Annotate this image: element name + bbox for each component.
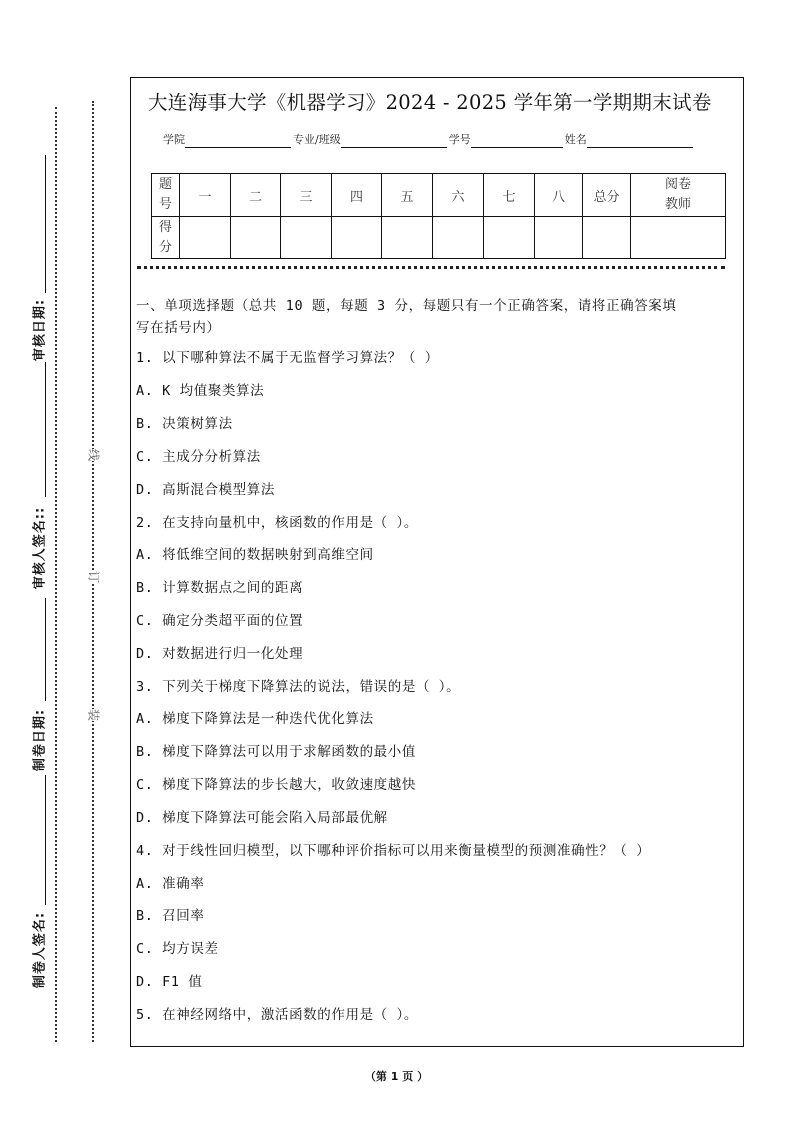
major-class-label: 专业/班级 bbox=[293, 133, 341, 146]
question-4-option-c: C. 均方误差 bbox=[136, 941, 219, 957]
question-1-option-a: A. K 均值聚类算法 bbox=[136, 383, 265, 399]
signature-line-review-sign bbox=[45, 362, 46, 497]
question-1-option-b: B. 决策树算法 bbox=[136, 416, 233, 432]
col-header-grader bbox=[631, 174, 726, 217]
header-char: 号 bbox=[158, 197, 172, 212]
page-number: （第 1 页 ） bbox=[364, 1070, 429, 1083]
score-cell-6[interactable] bbox=[433, 217, 484, 259]
name-field[interactable] bbox=[587, 133, 693, 148]
question-3-option-b: B. 梯度下降算法可以用于求解函数的最小值 bbox=[136, 744, 416, 760]
college-label: 学院 bbox=[163, 133, 185, 146]
col-header-7: 七 bbox=[484, 174, 535, 217]
section-heading-line2: 写在括号内） bbox=[136, 320, 221, 336]
col-header-5: 五 bbox=[382, 174, 433, 217]
question-2-option-b: B. 计算数据点之间的距离 bbox=[136, 580, 304, 596]
score-table-header-row bbox=[152, 174, 726, 217]
col-header-4: 四 bbox=[332, 174, 382, 217]
exam-title: 大连海事大学《机器学习》2024 - 2025 学年第一学期期末试卷 bbox=[148, 91, 712, 114]
score-cell-4[interactable] bbox=[332, 217, 382, 259]
make-date-label: 制卷日期: bbox=[32, 708, 48, 772]
binding-char-xian: 线 bbox=[86, 448, 101, 462]
col-header-8: 八 bbox=[535, 174, 583, 217]
student-info-row bbox=[163, 131, 695, 148]
binding-char-zhuang: 装 bbox=[86, 708, 101, 722]
question-number-header bbox=[152, 174, 180, 217]
maker-signature-label: 制卷人签名: bbox=[32, 911, 48, 989]
college-field[interactable] bbox=[185, 133, 291, 148]
question-4-option-d: D. F1 值 bbox=[136, 974, 203, 990]
signature-line-make-date bbox=[45, 598, 46, 701]
question-4-option-b: B. 召回率 bbox=[136, 908, 205, 924]
question-3-option-c: C. 梯度下降算法的步长越大，收敛速度越快 bbox=[136, 777, 416, 793]
col-header-2: 二 bbox=[231, 174, 281, 217]
question-3-option-d: D. 梯度下降算法可能会陷入局部最优解 bbox=[136, 810, 388, 826]
score-cell-7[interactable] bbox=[484, 217, 535, 259]
student-id-field[interactable] bbox=[471, 133, 563, 148]
question-2-option-d: D. 对数据进行归一化处理 bbox=[136, 646, 304, 662]
question-2-option-a: A. 将低维空间的数据映射到高维空间 bbox=[136, 547, 374, 563]
review-date-label: 审核日期: bbox=[32, 298, 48, 362]
score-row-label bbox=[152, 217, 180, 259]
score-cell-3[interactable] bbox=[281, 217, 332, 259]
question-4-option-a: A. 准确率 bbox=[136, 876, 205, 892]
score-cell-total[interactable] bbox=[583, 217, 631, 259]
col-header-1: 一 bbox=[180, 174, 231, 217]
question-2-option-c: C. 确定分类超平面的位置 bbox=[136, 613, 304, 629]
section-heading-line1: 一、单项选择题（总共 10 题，每题 3 分，每题只有一个正确答案，请将正确答案填 bbox=[136, 298, 677, 314]
row-label-char: 分 bbox=[158, 239, 172, 255]
question-3-stem: 3. 下列关于梯度下降算法的说法，错误的是（ ）。 bbox=[136, 679, 461, 695]
col-header-total: 总分 bbox=[583, 174, 631, 217]
row-label-char: 得 bbox=[158, 219, 172, 235]
question-4-stem: 4. 对于线性回归模型，以下哪种评价指标可以用来衡量模型的预测准确性？（ ） bbox=[136, 843, 651, 859]
score-table-score-row bbox=[152, 217, 726, 259]
signature-line-make-sign bbox=[45, 775, 46, 905]
question-3-option-a: A. 梯度下降算法是一种迭代优化算法 bbox=[136, 711, 374, 727]
reviewer-signature-label: 审核人签名:: bbox=[32, 506, 48, 590]
score-cell-1[interactable] bbox=[180, 217, 231, 259]
score-cell-2[interactable] bbox=[231, 217, 281, 259]
header-separator-dotted bbox=[137, 266, 725, 269]
name-label: 姓名 bbox=[564, 133, 587, 146]
header-char: 教师 bbox=[664, 197, 691, 212]
question-5-stem: 5. 在神经网络中，激活函数的作用是（ ）。 bbox=[136, 1007, 418, 1023]
signature-line-review-date bbox=[45, 155, 46, 293]
binding-dotted-line-inner bbox=[55, 107, 57, 1042]
col-header-3: 三 bbox=[281, 174, 332, 217]
score-table bbox=[151, 173, 726, 259]
major-class-field[interactable] bbox=[341, 133, 447, 148]
student-id-label: 学号 bbox=[448, 133, 471, 146]
question-1-stem: 1. 以下哪种算法不属于无监督学习算法？（ ） bbox=[136, 350, 439, 366]
score-cell-grader[interactable] bbox=[631, 217, 726, 259]
question-1-option-d: D. 高斯混合模型算法 bbox=[136, 482, 275, 498]
score-cell-8[interactable] bbox=[535, 217, 583, 259]
binding-char-ding: 订 bbox=[86, 570, 101, 584]
question-2-stem: 2. 在支持向量机中，核函数的作用是（ ）。 bbox=[136, 515, 418, 531]
question-1-option-c: C. 主成分分析算法 bbox=[136, 449, 261, 465]
header-char: 题 bbox=[158, 177, 172, 192]
col-header-6: 六 bbox=[433, 174, 484, 217]
header-char: 阅卷 bbox=[664, 177, 691, 192]
score-cell-5[interactable] bbox=[382, 217, 433, 259]
